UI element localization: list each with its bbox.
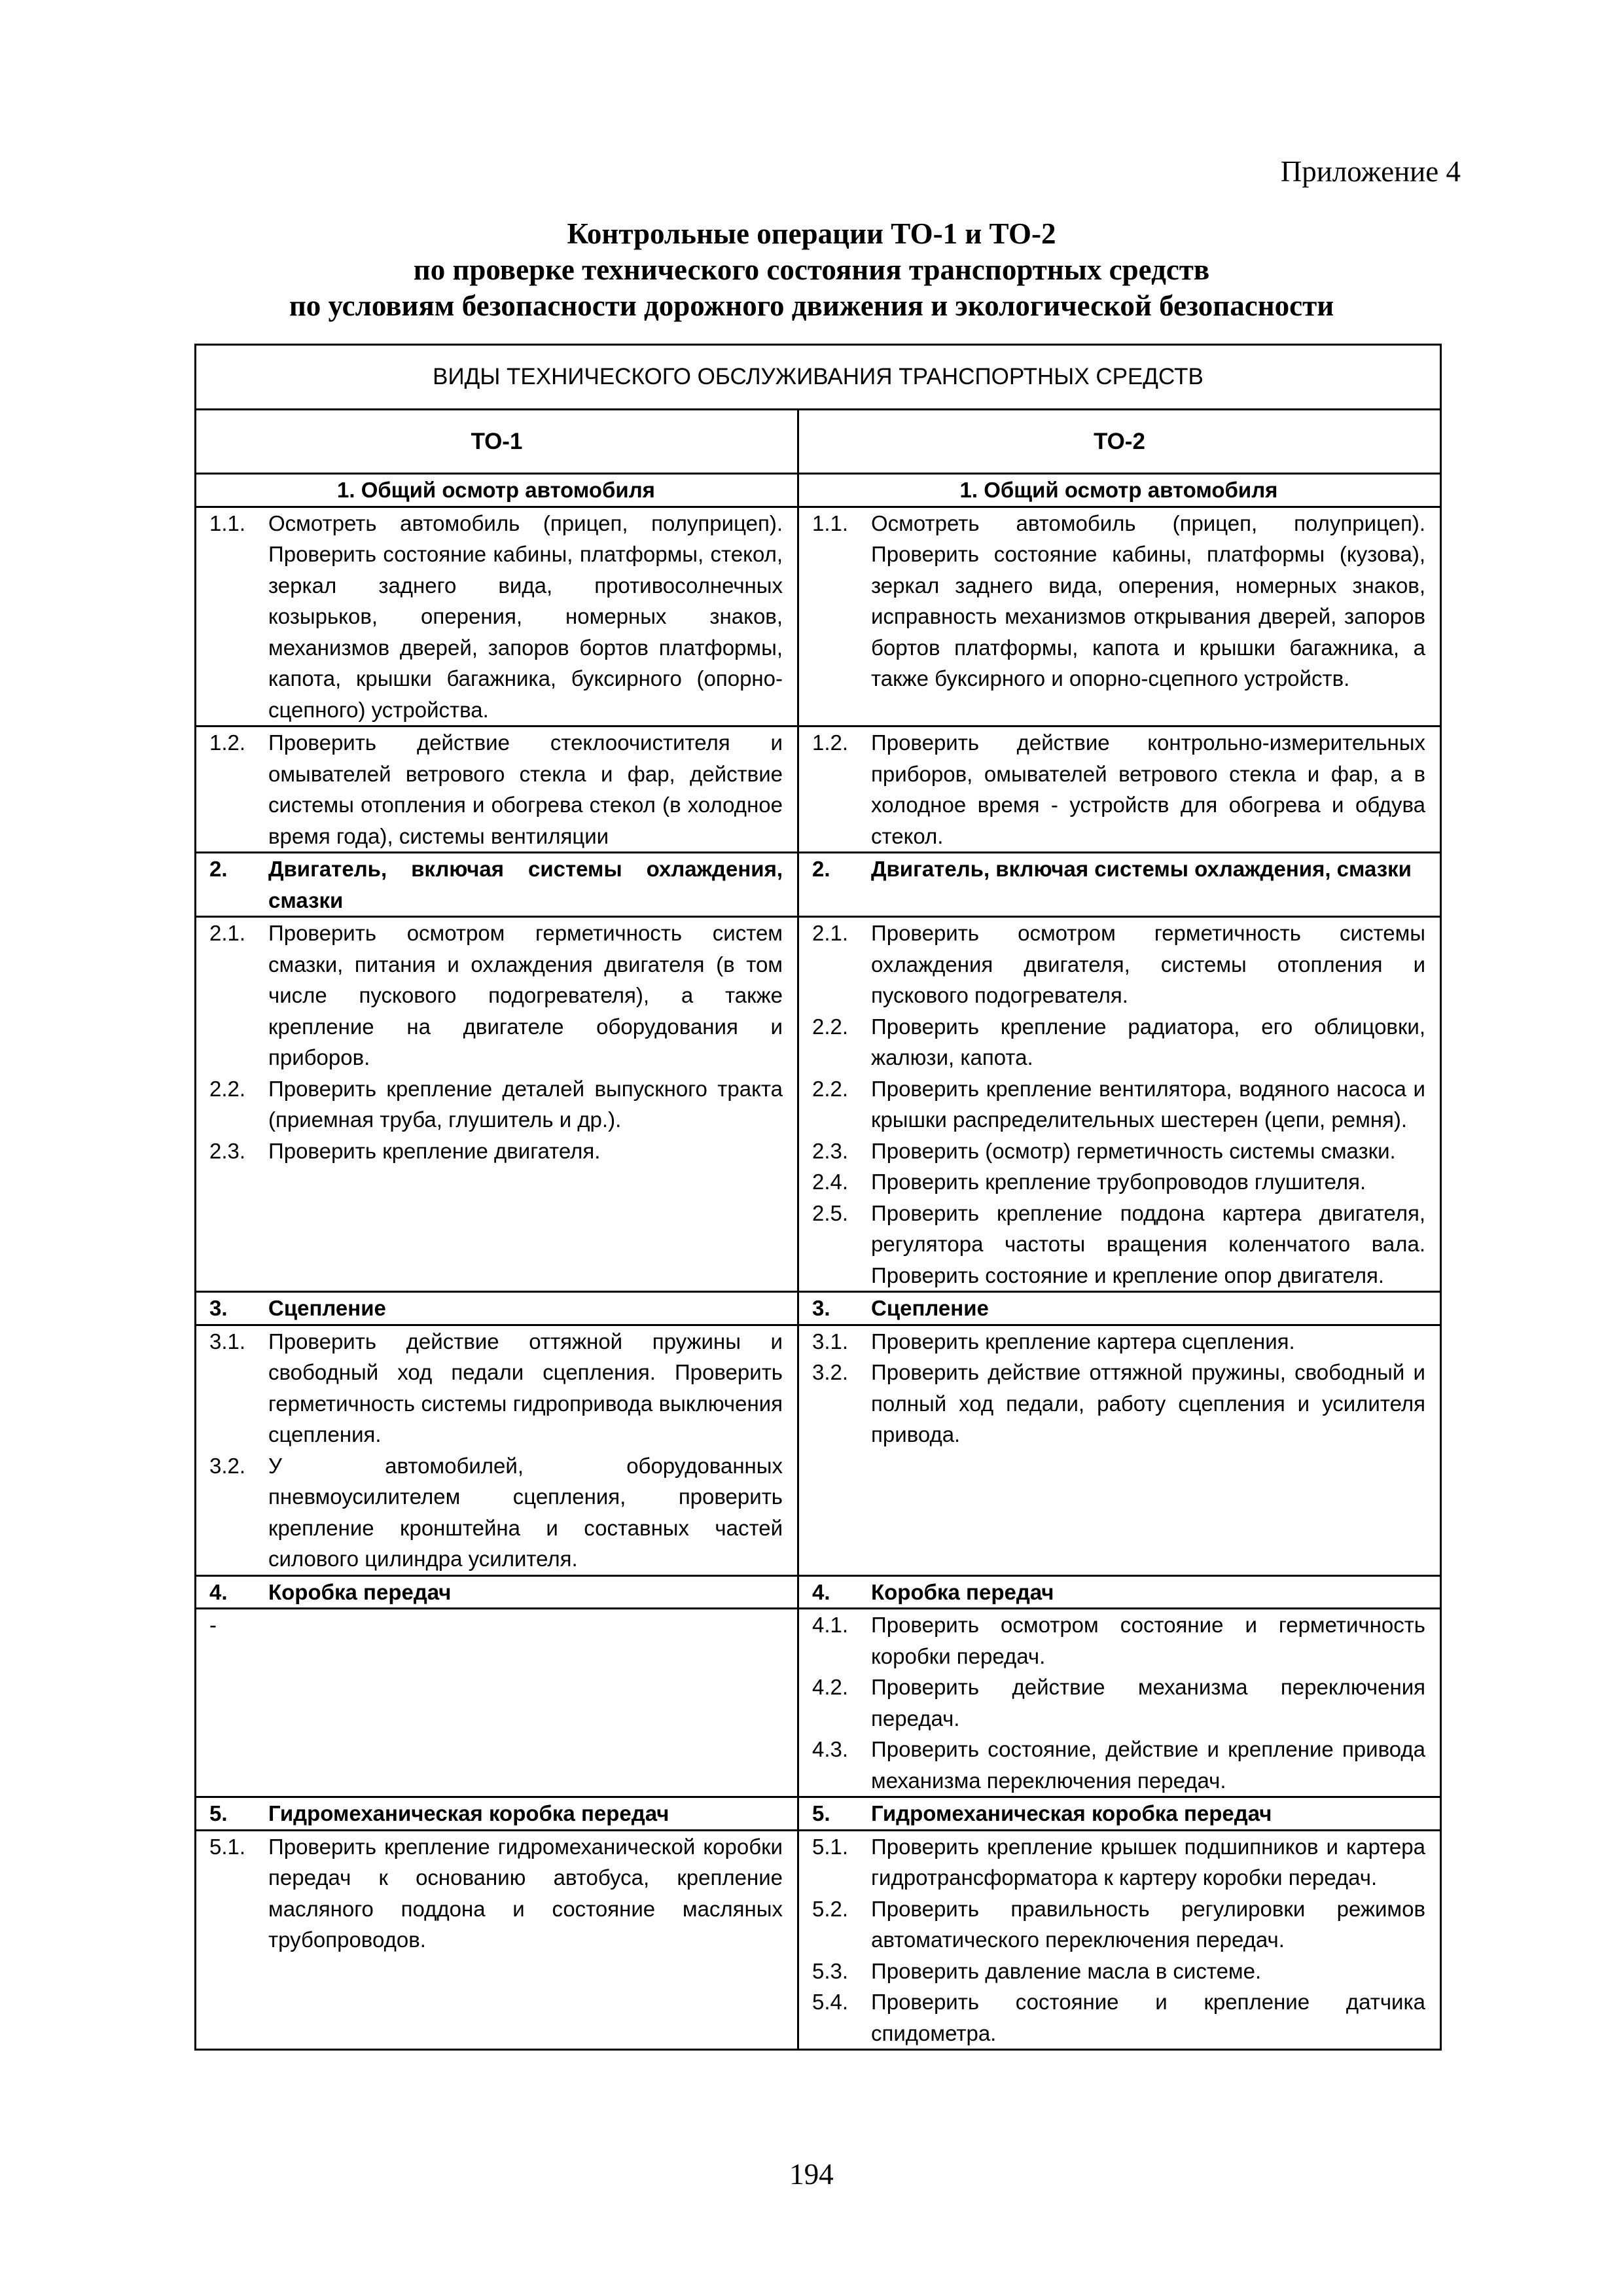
section-number: 5. bbox=[812, 1801, 830, 1825]
table-row bbox=[196, 1325, 1441, 1575]
item-number: 3.1. bbox=[812, 1329, 849, 1354]
list-item bbox=[812, 1609, 1425, 1672]
list-item bbox=[812, 1011, 1425, 1073]
item-number: 2.2. bbox=[209, 1076, 246, 1101]
title-line-3: по условиям безопасности дорожного движения и экологической безопасности bbox=[289, 289, 1334, 322]
section-header-row bbox=[196, 474, 1441, 507]
item-text: Проверить действие оттяжной пружины, свободный и полный ход педали, работу сцепления и усилителя привода. bbox=[871, 1360, 1425, 1446]
item-number: 2.5. bbox=[812, 1200, 849, 1225]
item-number: 3.1. bbox=[209, 1329, 246, 1354]
item-text: Проверить крепление поддона картера двигателя, регулятора частоты вращения коленчатого вала. Проверить состояние и крепление опор двигателя. bbox=[871, 1200, 1425, 1287]
item-text: Проверить состояние и крепление датчика спидометра. bbox=[871, 1990, 1425, 2045]
title-line-2: по проверке технического состояния транспортных средств bbox=[413, 253, 1210, 286]
section-title: Гидромеханическая коробка передач bbox=[268, 1801, 669, 1825]
list-item bbox=[812, 1956, 1425, 1987]
table-row bbox=[196, 1830, 1441, 2050]
section-heading bbox=[812, 853, 1425, 885]
item-number: 5.1. bbox=[812, 1834, 849, 1859]
list-item bbox=[209, 1326, 783, 1450]
table-cell bbox=[196, 1609, 798, 1797]
banner-row bbox=[196, 345, 1441, 410]
column-header-row bbox=[196, 410, 1441, 474]
section-title: Коробка передач bbox=[871, 1579, 1054, 1604]
section-number: 4. bbox=[812, 1579, 830, 1604]
section-title-cell bbox=[798, 1575, 1441, 1609]
item-number: 3.2. bbox=[209, 1453, 246, 1478]
section-header-row bbox=[196, 1575, 1441, 1609]
table-cell bbox=[196, 726, 798, 853]
item-text: Проверить состояние, действие и крепление привода механизма переключения передач. bbox=[871, 1737, 1425, 1793]
item-text: Проверить крепление крышек подшипников и картера гидротрансформатора к картеру коробки передач. bbox=[871, 1834, 1425, 1890]
section-title: Двигатель, включая системы охлаждения, смазки bbox=[871, 857, 1412, 881]
section-header-row bbox=[196, 853, 1441, 917]
section-title: Коробка передач bbox=[268, 1579, 452, 1604]
list-item bbox=[812, 1136, 1425, 1167]
item-text: Проверить осмотром состояние и герметичность коробки передач. bbox=[871, 1613, 1425, 1668]
item-text: Проверить действие механизма переключения передач. bbox=[871, 1675, 1425, 1731]
item-number: 4.1. bbox=[812, 1613, 849, 1637]
table-cell bbox=[196, 917, 798, 1292]
table-cell bbox=[798, 507, 1441, 726]
section-number: 2. bbox=[209, 857, 228, 881]
item-text: Осмотреть автомобиль (прицеп, полуприцеп). Проверить состояние кабины, платформы, стекол, зеркал заднего вида, противосолнечных козырьков, оперения, номерных знаков, механизмов дверей, запоров бортов платформы, капота, крышки багажника, буксирного (опорно-сцепного) устройства. bbox=[268, 511, 783, 722]
list-item bbox=[812, 1326, 1425, 1357]
item-number: 1.1. bbox=[209, 511, 246, 535]
item-text: Проверить осмотром герметичность системы охлаждения двигателя, системы отопления и пускового подогревателя. bbox=[871, 921, 1425, 1007]
list-item bbox=[812, 1986, 1425, 2049]
table-banner: ВИДЫ ТЕХНИЧЕСКОГО ОБСЛУЖИВАНИЯ ТРАНСПОРТНЫХ СРЕДСТВ bbox=[196, 345, 1441, 410]
table-cell bbox=[196, 1830, 798, 2050]
section-heading bbox=[209, 1798, 783, 1829]
list-item bbox=[812, 1672, 1425, 1734]
item-number: 2.2. bbox=[812, 1014, 849, 1039]
section-title: 1. Общий осмотр автомобиля bbox=[196, 474, 798, 507]
item-text: Проверить крепление гидромеханической коробки передач к основанию автобуса, крепление масляного поддона и состояние масляных трубопроводов. bbox=[268, 1834, 783, 1952]
item-number: 2.4. bbox=[812, 1170, 849, 1194]
title-line-1: Контрольные операции ТО-1 и ТО-2 bbox=[567, 217, 1056, 250]
table-cell bbox=[798, 1609, 1441, 1797]
column-header-to2: ТО-2 bbox=[798, 410, 1441, 474]
section-heading bbox=[812, 1577, 1425, 1608]
section-title: Сцепление bbox=[871, 1296, 989, 1320]
item-number: 5.3. bbox=[812, 1958, 849, 1983]
item-text: Проверить действие стеклоочистителя и омывателей ветрового стекла и фар, действие системы отопления и обогрева стекол (в холодное время года), системы вентиляции bbox=[268, 730, 783, 848]
list-item bbox=[812, 727, 1425, 852]
item-text: Проверить правильность регулировки режимов автоматического переключения передач. bbox=[871, 1896, 1425, 1952]
page-number: 194 bbox=[789, 2158, 834, 2191]
table-row bbox=[196, 1609, 1441, 1797]
item-text: Проверить крепление радиатора, его облицовки, жалюзи, капота. bbox=[871, 1014, 1425, 1069]
item-text: Проверить давление масла в системе. bbox=[871, 1958, 1262, 1983]
section-heading bbox=[209, 853, 783, 916]
item-text: У автомобилей, оборудованных пневмоусилителем сцепления, проверить крепление кронштейна и составных частей силового цилиндра усилителя. bbox=[268, 1453, 783, 1571]
list-item bbox=[812, 1831, 1425, 1893]
section-title: Сцепление bbox=[268, 1296, 386, 1320]
column-header-to1: ТО-1 bbox=[196, 410, 798, 474]
table-cell bbox=[196, 507, 798, 726]
section-heading bbox=[209, 1577, 783, 1608]
item-text: Проверить крепление трубопроводов глушителя. bbox=[871, 1170, 1366, 1194]
item-number: 2.2. bbox=[812, 1076, 849, 1101]
appendix-label: Приложение 4 bbox=[1280, 155, 1461, 188]
list-item bbox=[209, 508, 783, 726]
item-text: Проверить крепление вентилятора, водяного насоса и крышки распределительных шестерен (цепи, ремня). bbox=[871, 1076, 1425, 1132]
list-item bbox=[209, 1073, 783, 1136]
list-item bbox=[209, 1136, 783, 1167]
item-text: Проверить крепление двигателя. bbox=[268, 1138, 601, 1163]
item-number: 2.1. bbox=[812, 921, 849, 945]
item-text: Проверить (осмотр) герметичность системы смазки. bbox=[871, 1138, 1396, 1163]
section-title: 1. Общий осмотр автомобиля bbox=[798, 474, 1441, 507]
document-title bbox=[0, 216, 1623, 324]
section-number: 2. bbox=[812, 857, 830, 881]
list-item bbox=[812, 1166, 1425, 1198]
section-title-cell bbox=[196, 1797, 798, 1831]
section-title-cell bbox=[798, 853, 1441, 917]
table-cell bbox=[798, 917, 1441, 1292]
list-item bbox=[812, 1357, 1425, 1450]
table-cell bbox=[798, 1325, 1441, 1575]
maintenance-table-wrapper bbox=[194, 344, 1440, 2051]
empty-dash: - bbox=[209, 1613, 217, 1637]
item-number: 1.2. bbox=[812, 730, 849, 755]
item-number: 1.2. bbox=[209, 730, 246, 755]
section-heading bbox=[209, 1293, 783, 1324]
list-item bbox=[812, 1734, 1425, 1796]
item-text: Проверить крепление картера сцепления. bbox=[871, 1329, 1295, 1354]
item-number: 4.3. bbox=[812, 1737, 849, 1761]
table-row bbox=[196, 507, 1441, 726]
table-cell bbox=[798, 726, 1441, 853]
section-number: 3. bbox=[812, 1296, 830, 1320]
item-number: 3.2. bbox=[812, 1360, 849, 1384]
section-title: Двигатель, включая системы охлаждения, смазки bbox=[268, 857, 783, 912]
item-text: Проверить действие оттяжной пружины и свободный ход педали сцепления. Проверить герметичность системы гидропривода выключения сцепления. bbox=[268, 1329, 783, 1446]
section-title-cell bbox=[798, 1797, 1441, 1831]
section-title-cell bbox=[798, 1292, 1441, 1325]
table-cell bbox=[196, 1325, 798, 1575]
list-item bbox=[209, 918, 783, 1073]
section-title-cell bbox=[196, 1292, 798, 1325]
item-text: Осмотреть автомобиль (прицеп, полуприцеп). Проверить состояние кабины, платформы (кузова), зеркал заднего вида, оперения, номерных знаков, исправность механизмов открывания дверей, запоров бортов платформы, капота и крышки багажника, а также буксирного и опорно-сцепного устройств. bbox=[871, 511, 1425, 691]
list-item bbox=[812, 918, 1425, 1011]
table-row bbox=[196, 726, 1441, 853]
list-item bbox=[812, 1893, 1425, 1956]
item-number: 2.3. bbox=[209, 1138, 246, 1163]
section-title-cell bbox=[196, 853, 798, 917]
section-title-cell bbox=[196, 1575, 798, 1609]
section-number: 3. bbox=[209, 1296, 228, 1320]
section-header-row bbox=[196, 1292, 1441, 1325]
item-number: 4.2. bbox=[812, 1675, 849, 1699]
item-number: 2.3. bbox=[812, 1138, 849, 1163]
list-item bbox=[812, 1073, 1425, 1136]
item-text: Проверить крепление деталей выпускного тракта (приемная труба, глушитель и др.). bbox=[268, 1076, 783, 1132]
section-title: Гидромеханическая коробка передач bbox=[871, 1801, 1272, 1825]
list-item bbox=[209, 1450, 783, 1575]
table-row bbox=[196, 917, 1441, 1292]
section-number: 5. bbox=[209, 1801, 228, 1825]
item-number: 5.1. bbox=[209, 1834, 246, 1859]
item-number: 5.2. bbox=[812, 1896, 849, 1921]
table-cell bbox=[798, 1830, 1441, 2050]
section-number: 4. bbox=[209, 1579, 228, 1604]
item-number: 5.4. bbox=[812, 1990, 849, 2014]
item-number: 2.1. bbox=[209, 921, 246, 945]
section-header-row bbox=[196, 1797, 1441, 1831]
item-number: 1.1. bbox=[812, 511, 849, 535]
list-item bbox=[209, 727, 783, 852]
list-item bbox=[209, 1831, 783, 1956]
list-item bbox=[812, 1198, 1425, 1291]
section-heading bbox=[812, 1798, 1425, 1829]
item-text: Проверить осмотром герметичность систем смазки, питания и охлаждения двигателя (в том числе пускового подогревателя), а также крепление на двигателе оборудования и приборов. bbox=[268, 921, 783, 1069]
item-text: Проверить действие контрольно-измерительных приборов, омывателей ветрового стекла и фар, а в холодное время - устройств для обогрева и обдува стекол. bbox=[871, 730, 1425, 848]
maintenance-table bbox=[194, 344, 1442, 2051]
section-heading bbox=[812, 1293, 1425, 1324]
list-item bbox=[812, 508, 1425, 694]
